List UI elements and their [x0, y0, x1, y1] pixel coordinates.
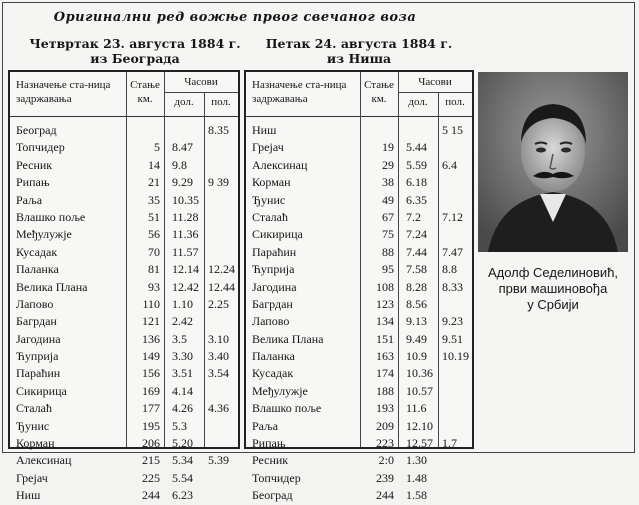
departure-time: 1.7 [442, 436, 457, 451]
station-name: Багрдан [16, 314, 57, 329]
distance-km: 81 [148, 262, 160, 277]
table-row [10, 157, 238, 174]
distance-km: 149 [142, 349, 160, 364]
arrival-time: 5.54 [172, 470, 193, 485]
station-name: Београд [16, 123, 57, 137]
station-name: Лапово [16, 296, 54, 311]
station-name: Београд [252, 488, 293, 503]
distance-km: 206 [142, 436, 160, 451]
distance-km: 123 [376, 296, 394, 311]
station-name: Параћин [16, 366, 61, 381]
arrival-time: 12.42 [172, 279, 199, 294]
departure-time: 10.19 [442, 349, 469, 364]
table-row [246, 192, 472, 209]
caption-line-name: Адолф Седелиновић, [487, 265, 619, 280]
station-name: Ресник [16, 157, 53, 172]
station-name: Алексинац [16, 453, 72, 468]
arrival-time: 10.35 [172, 192, 199, 207]
station-name: Међулужје [252, 383, 308, 398]
arrival-time: 5.44 [406, 140, 427, 155]
distance-km: 88 [382, 244, 394, 259]
table-row [10, 470, 238, 487]
arrival-time: 7.2 [406, 209, 421, 224]
station-name: Јагодина [252, 279, 297, 294]
caption-line-country: у Србији [527, 297, 579, 312]
page-title: Оригинални ред вожње првог свечаног воза [53, 10, 417, 25]
table-row [10, 313, 238, 330]
distance-km: 110 [142, 296, 160, 311]
arrival-time: 6.18 [406, 175, 427, 190]
table-row [10, 139, 238, 156]
station-name: Паланка [252, 349, 295, 364]
hours-column-header: Часови [418, 76, 452, 88]
arrival-time: 1.58 [406, 488, 427, 503]
table-row [246, 383, 472, 400]
table-row [246, 418, 472, 435]
distance-km: 67 [382, 209, 394, 224]
arrival-time: 12.14 [172, 262, 199, 277]
departure-time: 4.36 [208, 401, 229, 416]
distance-km: 244 [376, 488, 394, 503]
distance-km: 35 [148, 192, 160, 207]
arrival-time: 11.36 [172, 227, 199, 242]
departure-time: 9.23 [442, 314, 463, 329]
timetable-rows [10, 122, 238, 505]
arrival-time: 8.47 [172, 140, 193, 155]
right-heading-date: Петак 24. августа 1884 г. [265, 36, 453, 51]
table-row [246, 139, 472, 156]
distance-km: 188 [376, 383, 394, 398]
station-name: Јагодина [16, 331, 61, 346]
table-row [246, 452, 472, 469]
arrival-time: 4.14 [172, 383, 193, 398]
portrait-photo [478, 72, 628, 252]
table-row [10, 365, 238, 382]
distance-km: 19 [382, 140, 394, 155]
table-row [10, 209, 238, 226]
station-name: Паланка [16, 262, 59, 277]
station-name: Велика Плана [16, 279, 88, 294]
departure-time: 12.24 [208, 262, 235, 277]
table-row [246, 331, 472, 348]
table-row [246, 365, 472, 382]
station-name: Влашко поље [252, 401, 322, 416]
portrait-image [478, 72, 628, 252]
distance-km: 177 [142, 401, 160, 416]
station-name: Параћин [252, 244, 297, 259]
station-name: Сталаћ [252, 209, 288, 224]
portrait-caption [470, 265, 636, 313]
table-row [246, 348, 472, 365]
table-row [246, 435, 472, 452]
station-name: Ћуприја [16, 349, 59, 364]
distance-km: 193 [376, 401, 394, 416]
arrival-time: 10.36 [406, 366, 433, 381]
table-row [246, 470, 472, 487]
table-row [10, 348, 238, 365]
station-name: Ђунис [16, 418, 50, 433]
station-name: Велика Плана [252, 331, 324, 346]
table-row [10, 279, 238, 296]
station-name: Раља [16, 192, 43, 207]
station-name: Кусадак [16, 244, 58, 259]
table-row [10, 435, 238, 452]
arrival-time: 5.20 [172, 436, 193, 451]
arrival-time: 12.10 [406, 418, 433, 433]
departure-time: 7.47 [442, 244, 463, 259]
arrival-time: 11.28 [172, 209, 199, 224]
distance-km: 151 [376, 331, 394, 346]
distance-km: 239 [376, 470, 394, 485]
arrival-time: 9.29 [172, 175, 193, 190]
arrival-time: 10.57 [406, 383, 433, 398]
arrival-time: 7.58 [406, 262, 427, 277]
timetable-rows [246, 122, 472, 505]
station-name: Ниш [16, 488, 41, 503]
table-row [246, 261, 472, 278]
distance-km: 209 [376, 418, 394, 433]
distance-km: 75 [382, 227, 394, 242]
station-name: Грејач [16, 470, 48, 485]
arrival-time: 8.28 [406, 279, 427, 294]
station-name: Међулужје [16, 227, 72, 242]
station-name: Сикирица [16, 383, 67, 398]
station-name: Ресник [252, 453, 289, 468]
distance-km: 136 [142, 331, 160, 346]
timetable-nis-belgrade [244, 70, 474, 503]
table-row [246, 157, 472, 174]
distance-km: 21 [148, 175, 160, 190]
timetable-belgrade-nis [8, 70, 240, 503]
distance-km: 29 [382, 157, 394, 172]
distance-km: 56 [148, 227, 160, 242]
station-name: Рипањ [16, 175, 50, 190]
departure-time: 9.51 [442, 331, 463, 346]
departure-column-header: пол. [445, 96, 465, 108]
station-name: Сталаћ [16, 401, 52, 416]
departure-time: 6.4 [442, 157, 457, 172]
table-row [246, 122, 472, 139]
arrival-time: 5.59 [406, 157, 427, 172]
table-row [10, 487, 238, 504]
arrival-column-header: дол. [408, 96, 428, 108]
station-name: Сикирица [252, 227, 303, 242]
distance-km: 134 [376, 314, 394, 329]
departure-time: 5.39 [208, 453, 229, 468]
table-row [10, 452, 238, 469]
table-row [246, 226, 472, 243]
arrival-column-header: дол. [174, 96, 194, 108]
arrival-time: 8.56 [406, 296, 427, 311]
table-row [246, 244, 472, 261]
departure-time: 8.8 [442, 262, 457, 277]
arrival-time: 9.8 [172, 157, 187, 172]
station-name: Кусадак [252, 366, 294, 381]
table-row [10, 400, 238, 417]
departure-time: 5 15 [442, 123, 463, 137]
arrival-time: 5.34 [172, 453, 193, 468]
station-name: Топчидер [16, 140, 65, 155]
arrival-time: 9.13 [406, 314, 427, 329]
station-name: Рипањ [252, 436, 286, 451]
right-heading-origin: из Ниша [326, 51, 392, 66]
station-name: Ћуприја [252, 262, 295, 277]
distance-km: 70 [148, 244, 160, 259]
distance-km: 169 [142, 383, 160, 398]
departure-time: 3.10 [208, 331, 229, 346]
distance-km: 195 [142, 418, 160, 433]
arrival-time: 11.57 [172, 244, 199, 259]
station-name: Раља [252, 418, 279, 433]
distance-km: 174 [376, 366, 394, 381]
arrival-time: 2.42 [172, 314, 193, 329]
arrival-time: 3.30 [172, 349, 193, 364]
left-heading-origin: из Београда [90, 51, 180, 66]
arrival-time: 7.24 [406, 227, 427, 242]
distance-km: 163 [376, 349, 394, 364]
arrival-time: 6.35 [406, 192, 427, 207]
arrival-time: 1.10 [172, 296, 193, 311]
station-name: Влашко поље [16, 209, 86, 224]
departure-time: 3.40 [208, 349, 229, 364]
station-name: Ђунис [252, 192, 286, 207]
table-row [246, 296, 472, 313]
left-heading-date: Четвртак 23. августа 1884 г. [29, 36, 241, 51]
table-row [246, 279, 472, 296]
arrival-time: 9.49 [406, 331, 427, 346]
distance-km: 225 [142, 470, 160, 485]
table-row [10, 244, 238, 261]
arrival-time: 5.3 [172, 418, 187, 433]
station-name: Корман [16, 436, 55, 451]
km-column-header: Стање км. [130, 79, 160, 105]
arrival-time: 11.6 [406, 401, 427, 416]
station-name: Лапово [252, 314, 290, 329]
arrival-time: 1.30 [406, 453, 427, 468]
departure-time: 8.35 [208, 123, 229, 137]
arrival-time: 3.51 [172, 366, 193, 381]
distance-km: 49 [382, 192, 394, 207]
table-row [246, 487, 472, 504]
table-row [10, 418, 238, 435]
departure-time: 3.54 [208, 366, 229, 381]
station-name: Ниш [252, 123, 277, 137]
caption-line-role: први машиновођа [498, 281, 608, 296]
table-row [10, 192, 238, 209]
arrival-time: 4.26 [172, 401, 193, 416]
hours-column-header: Часови [184, 76, 218, 88]
departure-time: 8.33 [442, 279, 463, 294]
departure-time: 7.12 [442, 209, 463, 224]
table-row [246, 209, 472, 226]
departure-time: 12.44 [208, 279, 235, 294]
distance-km: 121 [142, 314, 160, 329]
arrival-time: 3.5 [172, 331, 187, 346]
station-name: Грејач [252, 140, 284, 155]
table-row [246, 174, 472, 191]
arrival-time: 10.9 [406, 349, 427, 364]
distance-km: 14 [148, 157, 160, 172]
distance-km: 2:0 [378, 453, 394, 468]
table-row [10, 296, 238, 313]
arrival-time: 7.44 [406, 244, 427, 259]
station-name: Корман [252, 175, 291, 190]
table-row [10, 331, 238, 348]
arrival-time: 12.57 [406, 436, 433, 451]
table-row [10, 122, 238, 139]
station-name: Топчидер [252, 470, 301, 485]
departure-time: 2.25 [208, 296, 229, 311]
table-row [10, 174, 238, 191]
distance-km: 156 [142, 366, 160, 381]
table-row [246, 400, 472, 417]
table-row [10, 261, 238, 278]
distance-km: 108 [376, 279, 394, 294]
left-timetable-heading [20, 36, 250, 66]
departure-column-header: пол. [211, 96, 231, 108]
station-column-header: Назначење ста-ница задржавања [16, 79, 111, 105]
arrival-time: 6.23 [172, 488, 193, 503]
distance-km: 95 [382, 262, 394, 277]
departure-time: 9 39 [208, 175, 229, 190]
station-name: Багрдан [252, 296, 293, 311]
distance-km: 244 [142, 488, 160, 503]
right-timetable-heading [248, 36, 470, 66]
table-row [246, 313, 472, 330]
distance-km: 5 [154, 140, 160, 155]
distance-km: 51 [148, 209, 160, 224]
station-name: Алексинац [252, 157, 308, 172]
table-row [10, 226, 238, 243]
distance-km: 223 [376, 436, 394, 451]
distance-km: 93 [148, 279, 160, 294]
km-column-header: Стање км. [364, 79, 394, 105]
distance-km: 215 [142, 453, 160, 468]
station-column-header: Назначење ста-ница задржавања [252, 79, 347, 105]
table-row [10, 383, 238, 400]
distance-km: 38 [382, 175, 394, 190]
arrival-time: 1.48 [406, 470, 427, 485]
